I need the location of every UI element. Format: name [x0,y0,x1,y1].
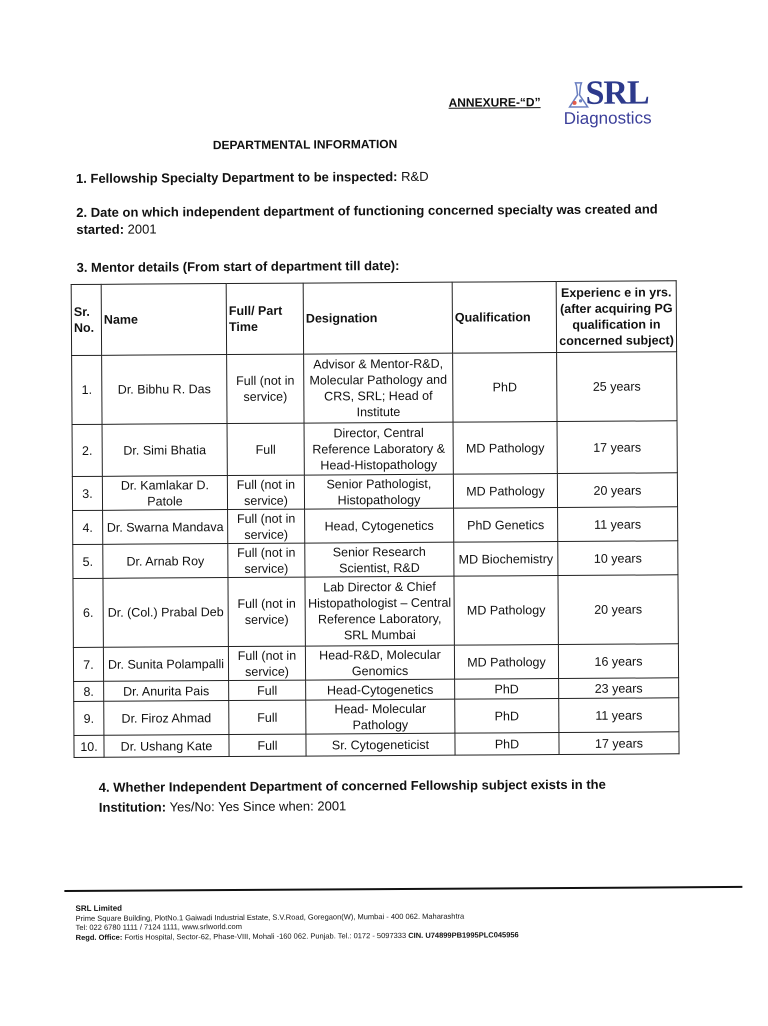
table-cell: Full (not in service) [228,646,305,680]
table-cell: Head-R&D, Molecular Genomics [305,645,454,680]
footer-regd-text: Fortis Hospital, Sector-62, Phase-VIII, Mohali -160 062. Punjab. Tel.: 0172 - 5097333 [124,930,407,942]
table-header-cell: Designation [303,282,452,354]
table-cell: 5. [73,544,103,578]
table-cell: Dr. Sunita Polampalli [103,647,228,682]
logo-subtext: Diagnostics [563,108,652,128]
table-cell: 20 years [558,575,678,645]
table-header-cell: Name [101,284,226,356]
table-cell: Director, Central Reference Laboratory & Head-Histopathology [304,422,453,475]
srl-logo [563,74,673,131]
table-cell: Senior Pathologist, Histopathology [304,474,453,509]
question-2-label: 2. Date on which independent department of functioning concerned specialty was created and started: [76,201,658,237]
table-cell: Dr. Arnab Roy [103,544,228,579]
table-cell: Senior Research Scientist, R&D [305,542,454,577]
table-cell: 23 years [559,678,679,699]
table-cell: 25 years [557,352,677,422]
footer-company: SRL Limited [75,903,123,913]
table-cell: PhD [455,699,559,734]
logo-text: SRL [585,74,649,112]
table-cell: 16 years [558,644,678,679]
table-cell: Dr. Firoz Ahmad [104,701,229,736]
table-cell: 20 years [557,473,677,508]
question-1-answer: R&D [401,168,429,184]
table-cell: MD Pathology [454,645,558,680]
table-cell: Full (not in service) [228,577,305,646]
table-cell: MD Pathology [454,576,558,646]
table-cell: 11 years [559,698,679,733]
table-row [74,698,679,736]
table-cell: Head-Cytogenetics [306,679,455,700]
table-header-row [71,281,676,356]
table-cell: Dr. Bibhu R. Das [102,355,227,425]
table-cell: Full (not in service) [227,354,304,423]
table-row [72,421,677,477]
question-3 [77,255,677,276]
table-cell: 10 years [558,541,678,576]
table-cell: Dr. (Col.) Prabal Deb [103,578,228,648]
table-cell: Dr. Swarna Mandava [103,510,228,545]
table-cell: PhD [455,679,559,700]
table-cell: 3. [72,476,102,510]
question-1-label: 1. Fellowship Specialty Department to be inspected: [75,169,398,186]
table-cell: PhD [453,353,557,423]
table-cell: 17 years [557,421,677,474]
table-cell: 8. [74,681,104,701]
table-cell: MD Pathology [453,422,557,475]
annexure-label: ANNEXURE-“D” [448,95,541,110]
footer-contact: Tel: 022 6780 1111 / 7124 1111, www.srlworld.com [75,921,242,932]
page-title: DEPARTMENTAL INFORMATION [212,137,398,153]
table-cell: Full [229,734,306,756]
question-4-answer: Yes/No: Yes Since when: 2001 [169,798,347,815]
table-cell: PhD Genetics [454,508,558,543]
table-cell: Full (not in service) [228,543,305,577]
table-row [73,575,678,648]
question-2-answer: 2001 [127,221,157,237]
table-cell: Advisor & Mentor-R&D, Molecular Pathology and CRS, SRL; Head of Institute [304,353,453,423]
question-3-label: 3. Mentor details (From start of department till date): [76,257,400,275]
table-cell: 7. [73,647,103,681]
table-header-cell: Qualification [452,282,556,354]
table-header-cell: Full/ Part Time [226,283,303,354]
table-cell: PhD [455,733,559,756]
table-cell: Head- Molecular Pathology [306,699,455,734]
table-cell: Lab Director & Chief Histopathologist – Central Reference Laboratory, SRL Mumbai [305,576,454,646]
table-cell: MD Biochemistry [454,542,558,577]
table-cell: MD Pathology [453,474,557,509]
table-cell: Full (not in service) [227,475,304,509]
footer-divider [64,886,742,892]
table-row [73,541,678,579]
table-cell: 1. [72,355,102,424]
table-cell: Head, Cytogenetics [305,508,454,543]
footer-regd-label: Regd. Office: [75,932,123,942]
question-2 [76,200,676,238]
table-cell: 11 years [558,507,678,542]
table-cell: Full (not in service) [228,509,305,543]
footer-cin: CIN. U74899PB1995PLC045956 [408,929,519,940]
table-cell: Dr. Anurita Pais [104,681,229,702]
table-cell: 6. [73,578,103,647]
question-4-label: 4. Whether Independent Department of concerned Fellowship subject exists in the Institution: [98,776,606,815]
table-header-cell: Sr. No. [71,284,101,355]
question-1 [76,166,676,187]
table-row [72,473,677,511]
table-cell: 17 years [559,732,679,755]
table-cell: Dr. Simi Bhatia [102,424,227,477]
table-cell: Dr. Ushang Kate [104,735,229,758]
table-cell: Full [227,423,304,475]
table-row [73,644,678,682]
footer [75,900,715,942]
mentor-table [71,280,680,758]
table-row [73,507,678,545]
table-cell: Sr. Cytogeneticist [306,733,455,756]
table-cell: Full [229,700,306,734]
table-row [72,352,677,425]
table-cell: 2. [72,424,102,476]
question-4 [99,774,659,817]
table-cell: Full [229,680,306,700]
table-row [74,732,679,758]
table-cell: 4. [73,510,103,544]
table-cell: 9. [74,701,104,735]
table-cell: 10. [74,735,104,757]
table-cell: Dr. Kamlakar D. Patole [102,476,227,511]
footer-address: Prime Square Building, PlotNo.1 Gaiwadi Industrial Estate, S.V.Road, Goregaon(W), Mumbai - 400 062. Maharashtra [75,911,465,923]
table-header-cell: Experienc e in yrs. (after acquiring PG qualification in concerned subject) [556,281,676,353]
